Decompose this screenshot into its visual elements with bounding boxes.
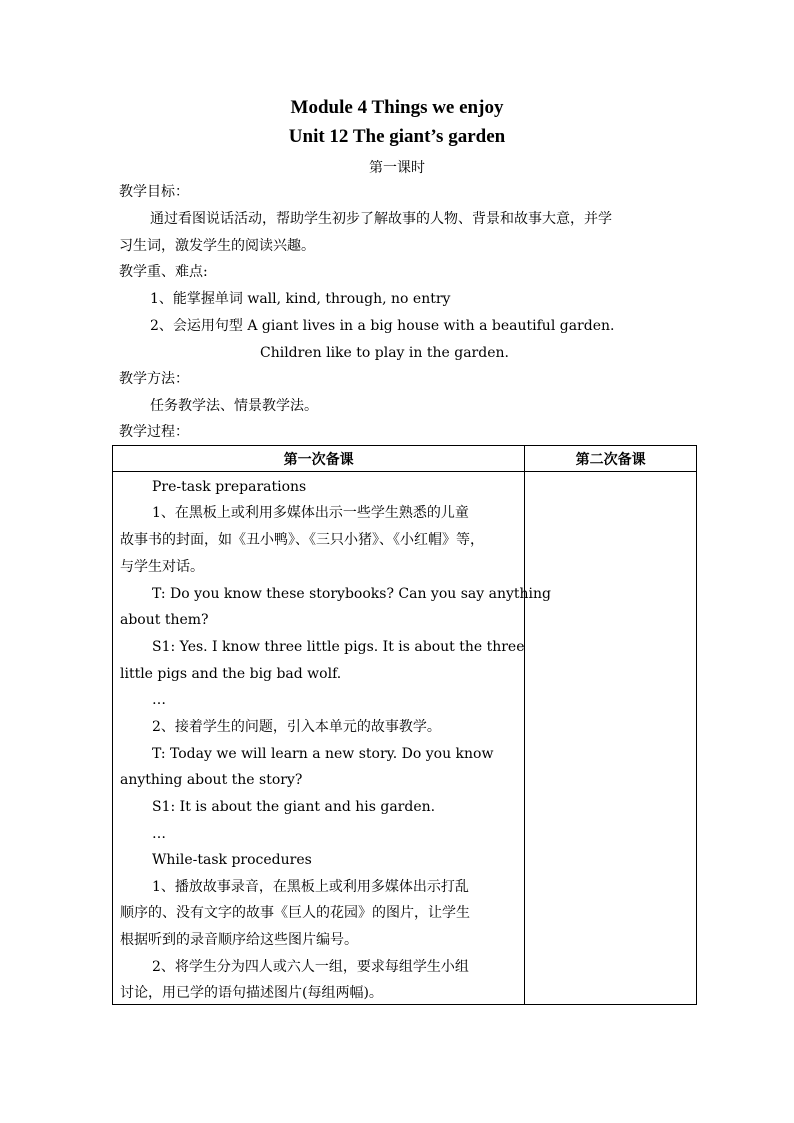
process-line: T: Today we will learn a new story. Do you know — [152, 746, 494, 762]
key-point-1: 1、能掌握单词 wall, kind, through, no entry — [150, 291, 451, 307]
table-header-row — [113, 446, 697, 472]
methods-text: 任务教学法、情景教学法。 — [150, 398, 318, 414]
process-heading: 教学过程： — [119, 424, 189, 440]
process-line: 与学生对话。 — [120, 559, 204, 575]
process-line: 1、播放故事录音，在黑板上或利用多媒体出示打乱 — [152, 879, 469, 895]
second-prep-header: 第二次备课 — [525, 446, 697, 472]
process-line: S1: Yes. I know three little pigs. It is about the three — [152, 639, 525, 655]
lesson-plan-table — [112, 445, 697, 1005]
process-line: … — [152, 826, 166, 842]
title-line-2: Unit 12 The giant’s garden — [288, 126, 506, 147]
process-line: little pigs and the big bad wolf. — [120, 666, 342, 682]
second-prep-cell — [525, 472, 697, 1005]
table-body-row — [113, 472, 697, 1005]
process-line: 根据听到的录音顺序给这些图片编号。 — [120, 932, 358, 948]
process-line: 2、接着学生的问题，引入本单元的故事教学。 — [152, 719, 441, 735]
title-line-1: Module 4 Things we enjoy — [290, 97, 504, 118]
methods-heading: 教学方法： — [119, 371, 189, 387]
process-line: Pre-task preparations — [152, 479, 307, 495]
process-line: S1: It is about the giant and his garden. — [152, 799, 436, 815]
process-line: anything about the story? — [120, 772, 303, 788]
first-prep-header: 第一次备课 — [113, 446, 525, 472]
process-line: 2、将学生分为四人或六人一组，要求每组学生小组 — [152, 959, 469, 975]
objectives-heading: 教学目标： — [119, 184, 189, 200]
key-point-2: 2、会运用句型 A giant lives in a big house with a beautiful garden. — [150, 318, 615, 334]
process-line: 顺序的、没有文字的故事《巨人的花园》的图片，让学生 — [120, 905, 470, 921]
process-line: 1、在黑板上或利用多媒体出示一些学生熟悉的儿童 — [152, 505, 469, 521]
process-line: While-task procedures — [152, 852, 312, 868]
first-prep-cell — [113, 472, 551, 1005]
objectives-text-1: 通过看图说话活动，帮助学生初步了解故事的人物、背景和故事大意，并学 — [150, 211, 612, 227]
key-points-heading: 教学重、难点: — [119, 264, 208, 280]
process-line: about them? — [120, 612, 209, 628]
process-line: 讨论，用已学的语句描述图片(每组两幅)。 — [120, 985, 383, 1001]
process-line: T: Do you know these storybooks? Can you say anything — [152, 586, 551, 602]
key-point-2-continued: Children like to play in the garden. — [260, 345, 509, 361]
process-line: 故事书的封面，如《丑小鸭》、《三只小猪》、《小红帽》等， — [120, 532, 484, 548]
lesson-label: 第一课时 — [369, 160, 425, 176]
objectives-text-2: 习生词，激发学生的阅读兴趣。 — [119, 238, 315, 254]
process-line: … — [152, 692, 166, 708]
